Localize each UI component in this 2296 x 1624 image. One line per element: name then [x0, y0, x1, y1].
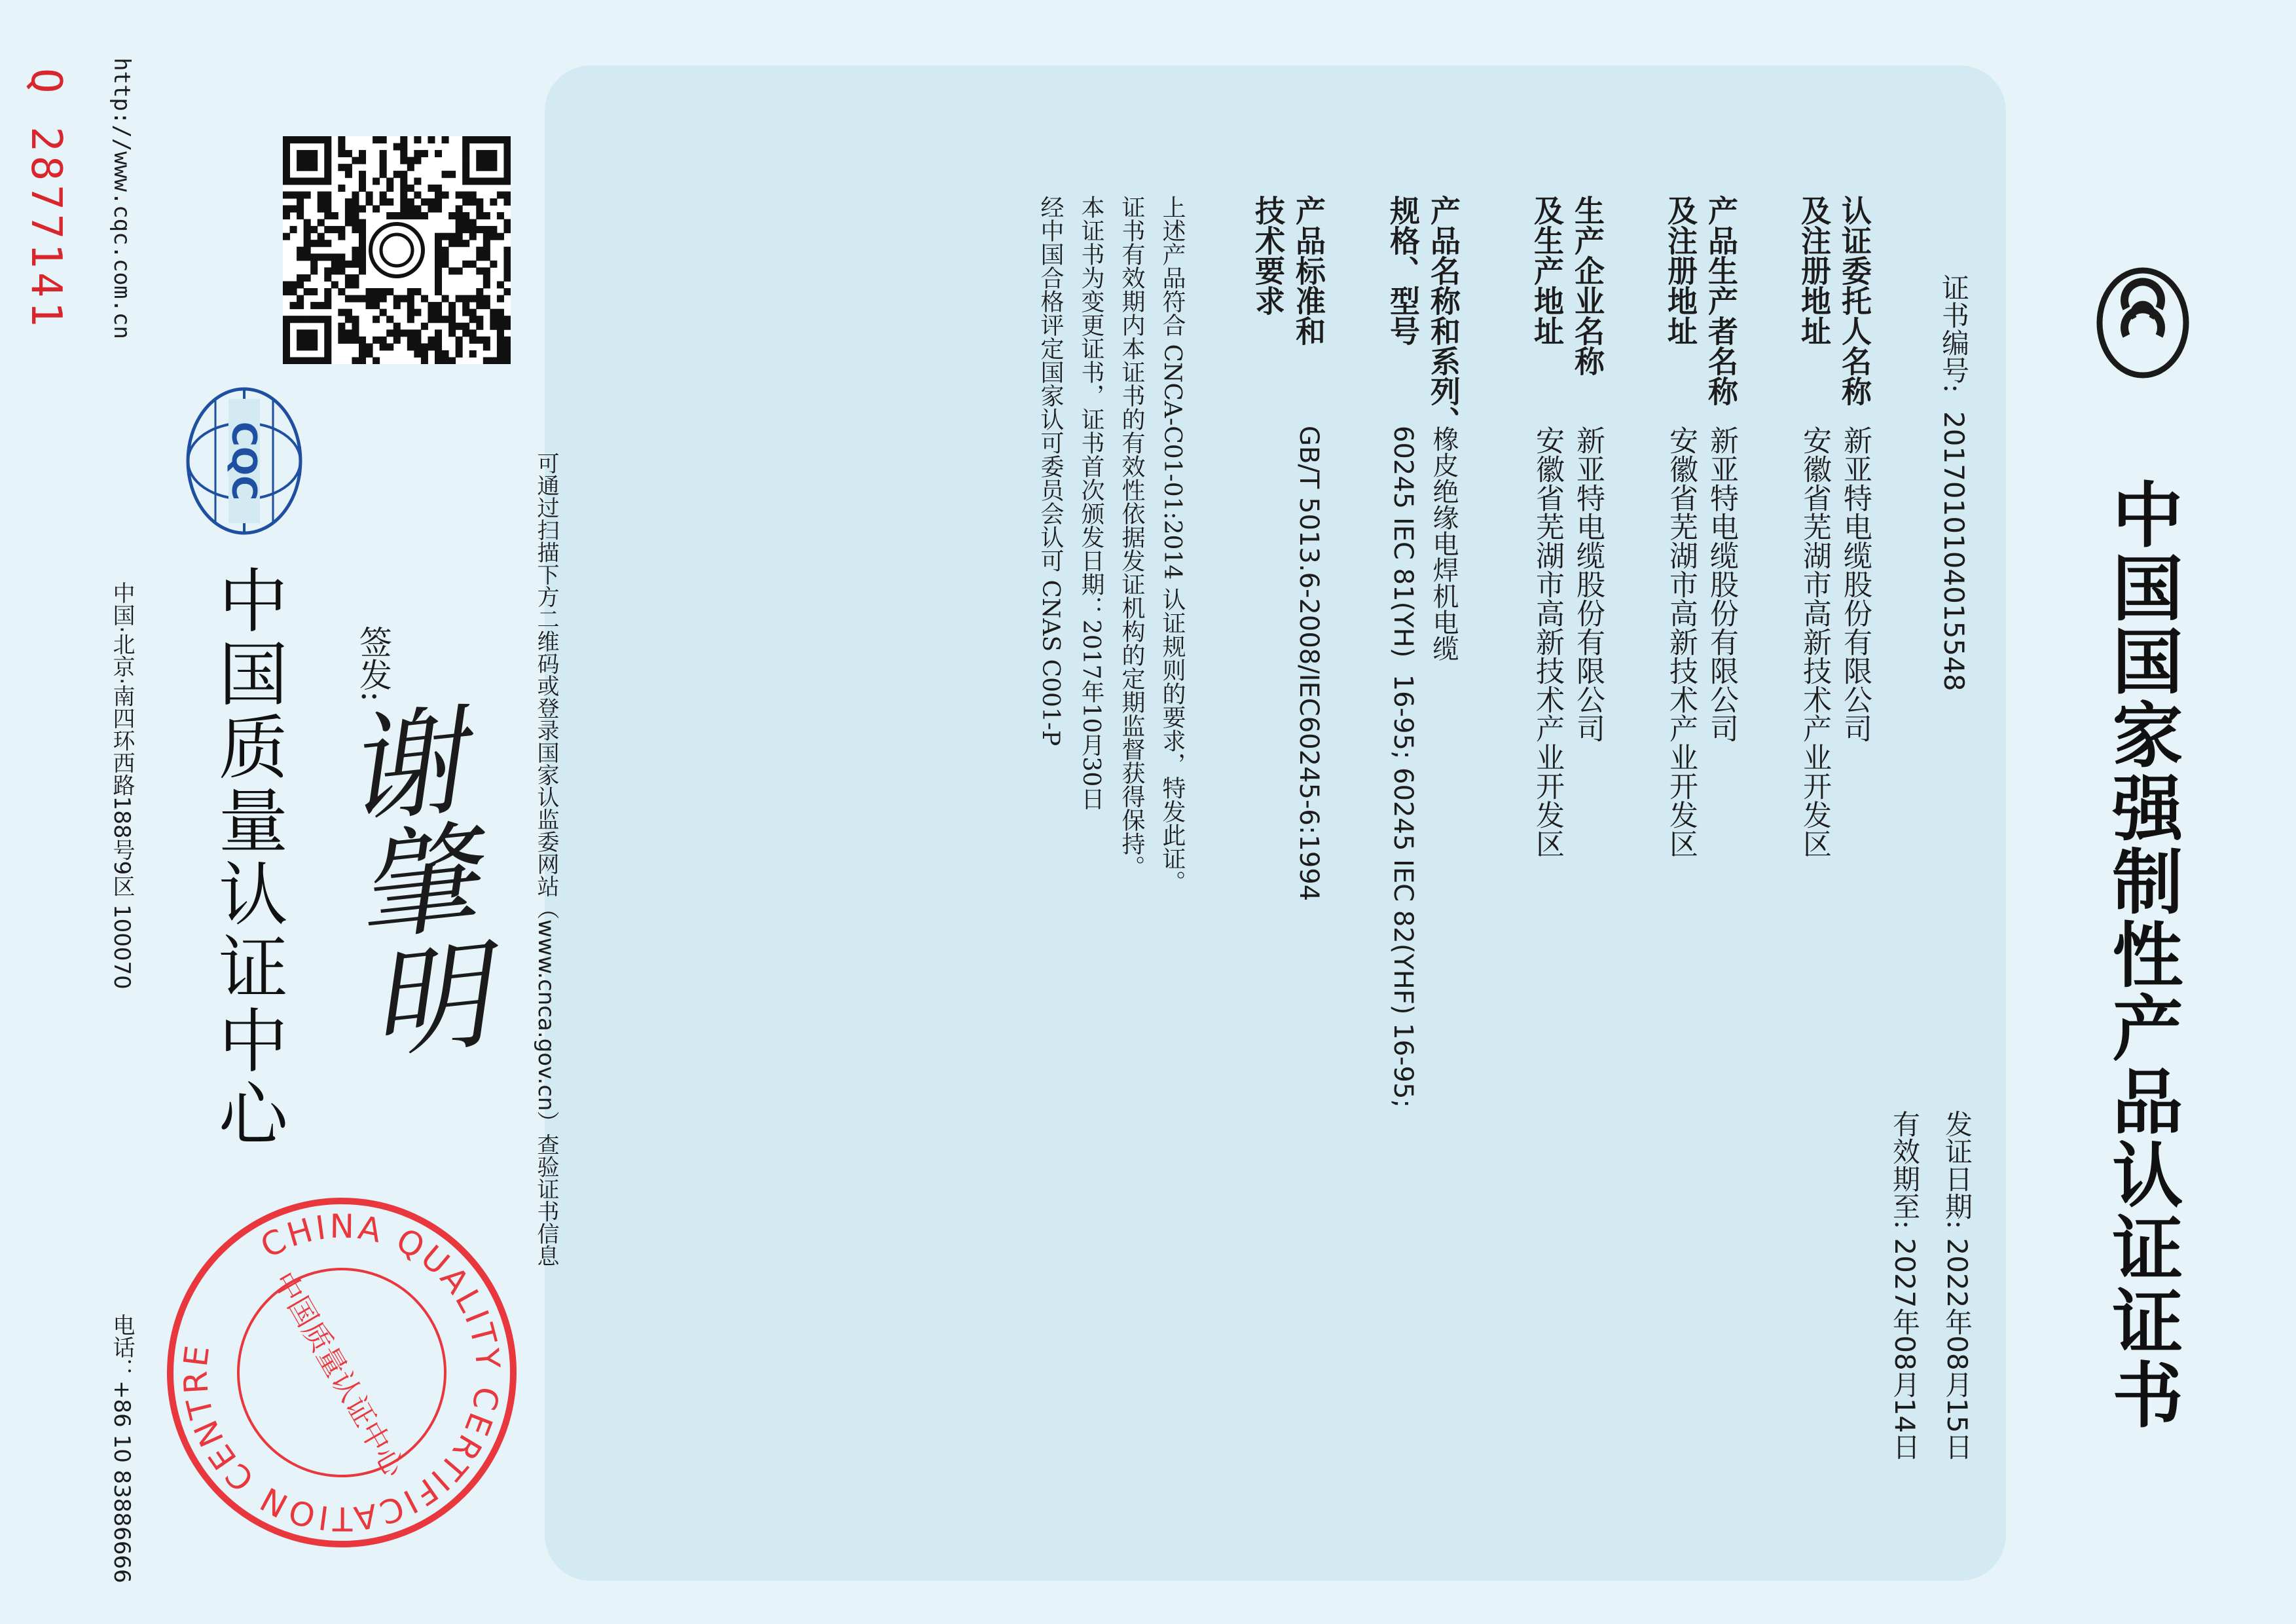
cert-no: 2017010104015548: [1938, 411, 1970, 692]
cqc-logo-text: CQC: [224, 421, 263, 501]
sign-label: 签发:: [354, 625, 392, 702]
issuer-website[interactable]: http://www.cqc.com.cn: [109, 58, 135, 339]
expiry-date-line: [1889, 1110, 1920, 1460]
statement-line-4: 经中国合格评定国家认可委员会认可 CNAS C001-P: [1037, 195, 1064, 747]
field-label-applicant: 认证委托人名称 及注册地址: [1796, 195, 1872, 406]
ccc-logo-icon: [2087, 267, 2198, 378]
issue-date: 2022年08月15日: [1941, 1238, 1973, 1461]
qr-code-icon[interactable]: [283, 136, 511, 364]
cert-no-label: 证书编号:: [1938, 274, 1970, 394]
serial-number: Q 2877141: [22, 68, 70, 331]
expiry-label: 有效期至:: [1889, 1110, 1921, 1230]
issuer-address: 中国·北京·南四环西路188号9区 100070: [109, 581, 135, 989]
cqc-logo-icon: [185, 385, 304, 537]
seal-inner-text: 中国质量认证中心: [266, 1266, 411, 1483]
expiry-date: 2027年08月14日: [1889, 1238, 1921, 1461]
field-value-standard: GB/T 5013.6-2008/IEC60245-6:1994: [1294, 426, 1324, 902]
field-value-product: 橡皮绝缘电焊机电缆 60245 IEC 81(YH) 16-95; 60245 IEC 82(YHF) 16-95;: [1388, 426, 1459, 1108]
cert-no-line: [1938, 274, 1969, 691]
seal-outer-text: CHINA QUALITY CERTIFICATION CENTRE: [176, 1207, 507, 1538]
field-label-manufacturer: 产品生产者名称 及注册地址: [1663, 195, 1739, 406]
issuer-phone: 电话：+86 10 83886666: [109, 1314, 135, 1583]
official-seal: [165, 1196, 519, 1549]
field-label-factory: 生产企业名称 及生产地址: [1529, 195, 1605, 376]
signature: 谢肇明: [319, 697, 493, 1064]
field-value-factory: 新亚特电缆股份有限公司 安徽省芜湖市高新技术产业开发区: [1531, 426, 1605, 858]
field-value-applicant: 新亚特电缆股份有限公司 安徽省芜湖市高新技术产业开发区: [1798, 426, 1872, 858]
issue-date-label: 发证日期:: [1941, 1110, 1973, 1230]
verify-note: 可通过扫描下方二维码或登录国家认监委网站（www.cnca.gov.cn）查验证书信息: [533, 452, 559, 1267]
statement-line-1: 上述产品符合 CNCA-C01-01:2014 认证规则的要求，特发此证。: [1159, 195, 1186, 894]
issue-date-line: [1941, 1110, 1973, 1460]
issuer-org-name: 中国质量认证中心: [208, 564, 288, 1151]
certificate-title: 中国国家强制性产品认证证书: [2100, 478, 2182, 1431]
statement-line-2: 证书有效期内本证书的有效性依据发证机构的定期监督获得保持。: [1118, 195, 1145, 879]
statement-line-3: 本证书为变更证书，证书首次颁发日期：2017年10月30日: [1078, 195, 1104, 811]
field-label-standard: 产品标准和 技术要求: [1250, 195, 1326, 346]
field-label-product: 产品名称和系列、 规格、型号: [1385, 195, 1461, 436]
field-value-manufacturer: 新亚特电缆股份有限公司 安徽省芜湖市高新技术产业开发区: [1664, 426, 1738, 858]
